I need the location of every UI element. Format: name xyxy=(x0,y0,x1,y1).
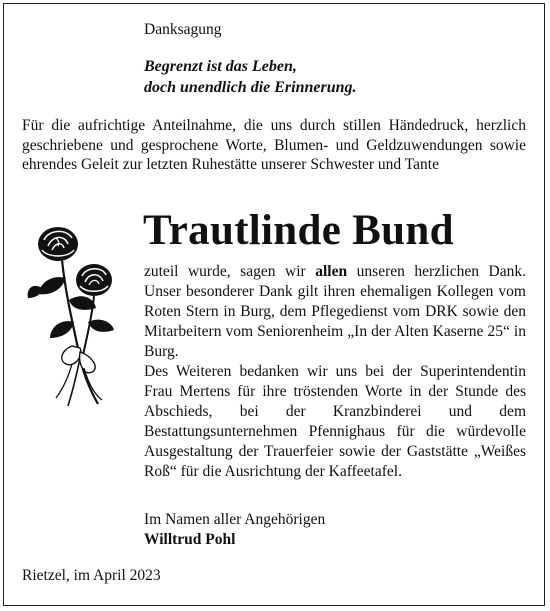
closing-block xyxy=(144,510,325,550)
thanks-paragraph xyxy=(144,262,526,362)
deceased-name: Trautlinde Bund xyxy=(143,207,454,254)
thanks-emphasis: allen xyxy=(315,263,348,280)
intro-paragraph: Für die aufrichtige Anteilnahme, die uns durch stillen Händedruck, herzlich geschriebene und gesprochene Worte, Blumen- und Geldzuwendungen sowie ehrendes Geleit zur letzten Ruhestätte unserer Schwester und Tante xyxy=(22,117,526,173)
closing-line: Im Namen aller Angehörigen xyxy=(144,511,326,528)
motto xyxy=(144,56,357,98)
further-thanks-paragraph: Des Weiteren bedanken wir uns bei der Superintendentin Frau Mertens für ihre tröstenden Worte in der Stunde des Abschieds, bei der Kranzbinderei und dem Bestattungsunternehmen Pfennighaus für die würdevolle Ausgestaltung der Trauerfeier sowie der Gaststätte „Weißes Roß“ für die Ausrichtung der Kaffeetafel. xyxy=(144,363,526,480)
motto-line-1: Begrenzt ist das Leben, xyxy=(144,58,297,75)
thanks-text xyxy=(144,262,526,482)
place-date: Rietzel, im April 2023 xyxy=(22,567,161,584)
motto-line-2: doch unendlich die Erinnerung. xyxy=(144,79,357,96)
notice-heading: Danksagung xyxy=(144,21,222,38)
thanks-text-rest: unseren herzlichen Dank. Unser besonderer Dank gilt ihren ehemaligen Kollegen vom Roten Stern in Burg, dem Pflegedienst vom DRK sowie den Mitarbeitern vom Seniorenheim „In der Alten Kaserne 25“ in Burg. xyxy=(144,263,526,360)
thanks-text-start: zuteil wurde, sagen wir xyxy=(144,263,316,280)
signer-name: Willtrud Pohl xyxy=(144,531,236,548)
roses-icon xyxy=(22,218,126,408)
